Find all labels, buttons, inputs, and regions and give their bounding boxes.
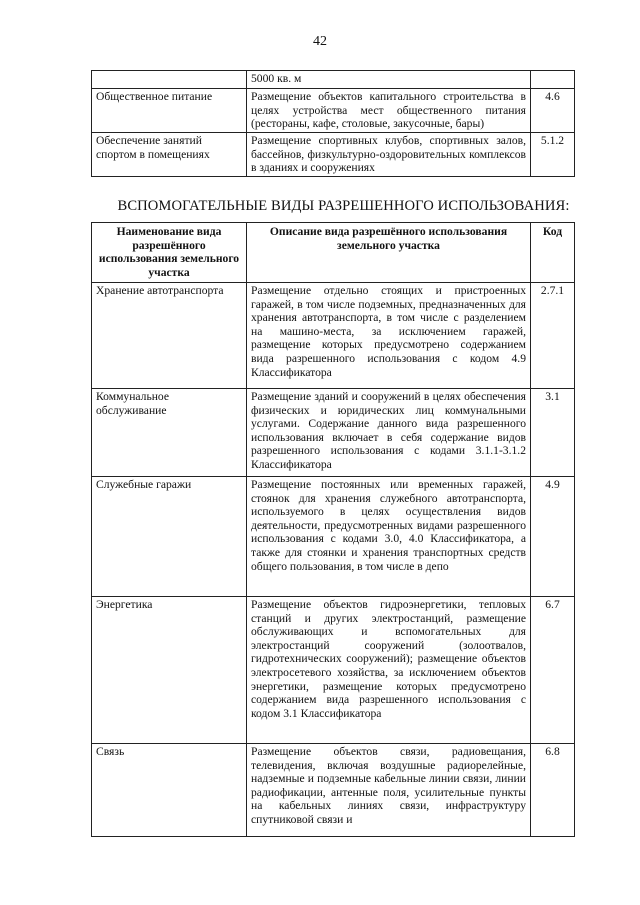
use-name-cell: Хранение автотранспорта xyxy=(92,283,247,389)
use-description-cell: Размещение зданий и сооружений в целях обеспечения физических и юридических лиц коммунальными услугами. Содержание данного вида разрешенного использования включает в себя содержание видов разрешенного использования с кодами 3.1.1-3.1.2 Классификатора xyxy=(247,389,531,477)
use-code-cell: 2.7.1 xyxy=(531,283,575,389)
use-name-cell: Связь xyxy=(92,744,247,837)
use-description-cell: Размещение спортивных клубов, спортивных залов, бассейнов, физкультурно-оздоровительных комплексов в зданиях и сооружениях xyxy=(247,133,531,177)
use-code-cell: 4.9 xyxy=(531,477,575,597)
use-description-cell: Размещение объектов гидроэнергетики, тепловых станций и других электростанций, размещение обслуживающих и вспомогательных для электростанций сооружений (золоотвалов, гидротехнических сооружений); размещение объектов электросетевого хозяйства, за исключением объектов энергетики, размещение которых предусмотрено содержанием вида разрешенного использования с кодом 3.1 Классификатора xyxy=(247,597,531,744)
use-description-cell: Размещение объектов капитального строительства в целях устройства мест общественного питания (рестораны, кафе, столовые, закусочные, бары) xyxy=(247,89,531,133)
table-row xyxy=(92,71,575,89)
table-header-row xyxy=(92,223,575,283)
page-number: 42 xyxy=(313,34,327,49)
use-description-cell: Размещение постоянных или временных гаражей, стоянок для хранения служебного автотранспорта, используемого в целях осуществления видов деятельности, предусмотренных видами разрешенного использования с кодами 3.0, 4.0 Классификатора, а также для стоянки и хранения транспортных средств общего пользования, в том числе в депо xyxy=(247,477,531,597)
table-row xyxy=(92,89,575,133)
use-name-cell: Общественное питание xyxy=(92,89,247,133)
use-code-cell: 4.6 xyxy=(531,89,575,133)
table-row xyxy=(92,283,575,389)
table-row xyxy=(92,477,575,597)
top-table xyxy=(91,70,575,177)
use-name-cell: Обеспечение занятий спортом в помещениях xyxy=(92,133,247,177)
table-row xyxy=(92,744,575,837)
use-name-cell: Энергетика xyxy=(92,597,247,744)
permitted-use-table xyxy=(91,222,575,837)
use-code-cell: 5.1.2 xyxy=(531,133,575,177)
use-name-cell xyxy=(92,71,247,89)
use-name-cell: Коммунальное обслуживание xyxy=(92,389,247,477)
table-row xyxy=(92,597,575,744)
use-name-cell: Служебные гаражи xyxy=(92,477,247,597)
header-name: Наименование вида разрешённого использования земельного участка xyxy=(92,223,247,283)
use-code-cell: 3.1 xyxy=(531,389,575,477)
section-title: ВСПОМОГАТЕЛЬНЫЕ ВИДЫ РАЗРЕШЕННОГО ИСПОЛЬЗОВАНИЯ: xyxy=(117,198,570,214)
header-code: Код xyxy=(531,223,575,283)
use-description-cell: 5000 кв. м xyxy=(247,71,531,89)
use-description-cell: Размещение объектов связи, радиовещания, телевидения, включая воздушные радиорелейные, надземные и подземные кабельные линии связи, линии радиофикации, антенные поля, усилительные пункты на кабельных линиях связи, инфраструктуру спутниковой связи и xyxy=(247,744,531,837)
table-row xyxy=(92,133,575,177)
table-row xyxy=(92,389,575,477)
use-code-cell xyxy=(531,71,575,89)
use-description-cell: Размещение отдельно стоящих и пристроенных гаражей, в том числе подземных, предназначенных для хранения автотранспорта, в том числе с разделением на машино-места, за исключением гаражей, размещение которых предусмотрено содержанием вида разрешенного использования с кодом 4.9 Классификатора xyxy=(247,283,531,389)
header-description: Описание вида разрешённого использования земельного участка xyxy=(247,223,531,283)
use-code-cell: 6.8 xyxy=(531,744,575,837)
use-code-cell: 6.7 xyxy=(531,597,575,744)
